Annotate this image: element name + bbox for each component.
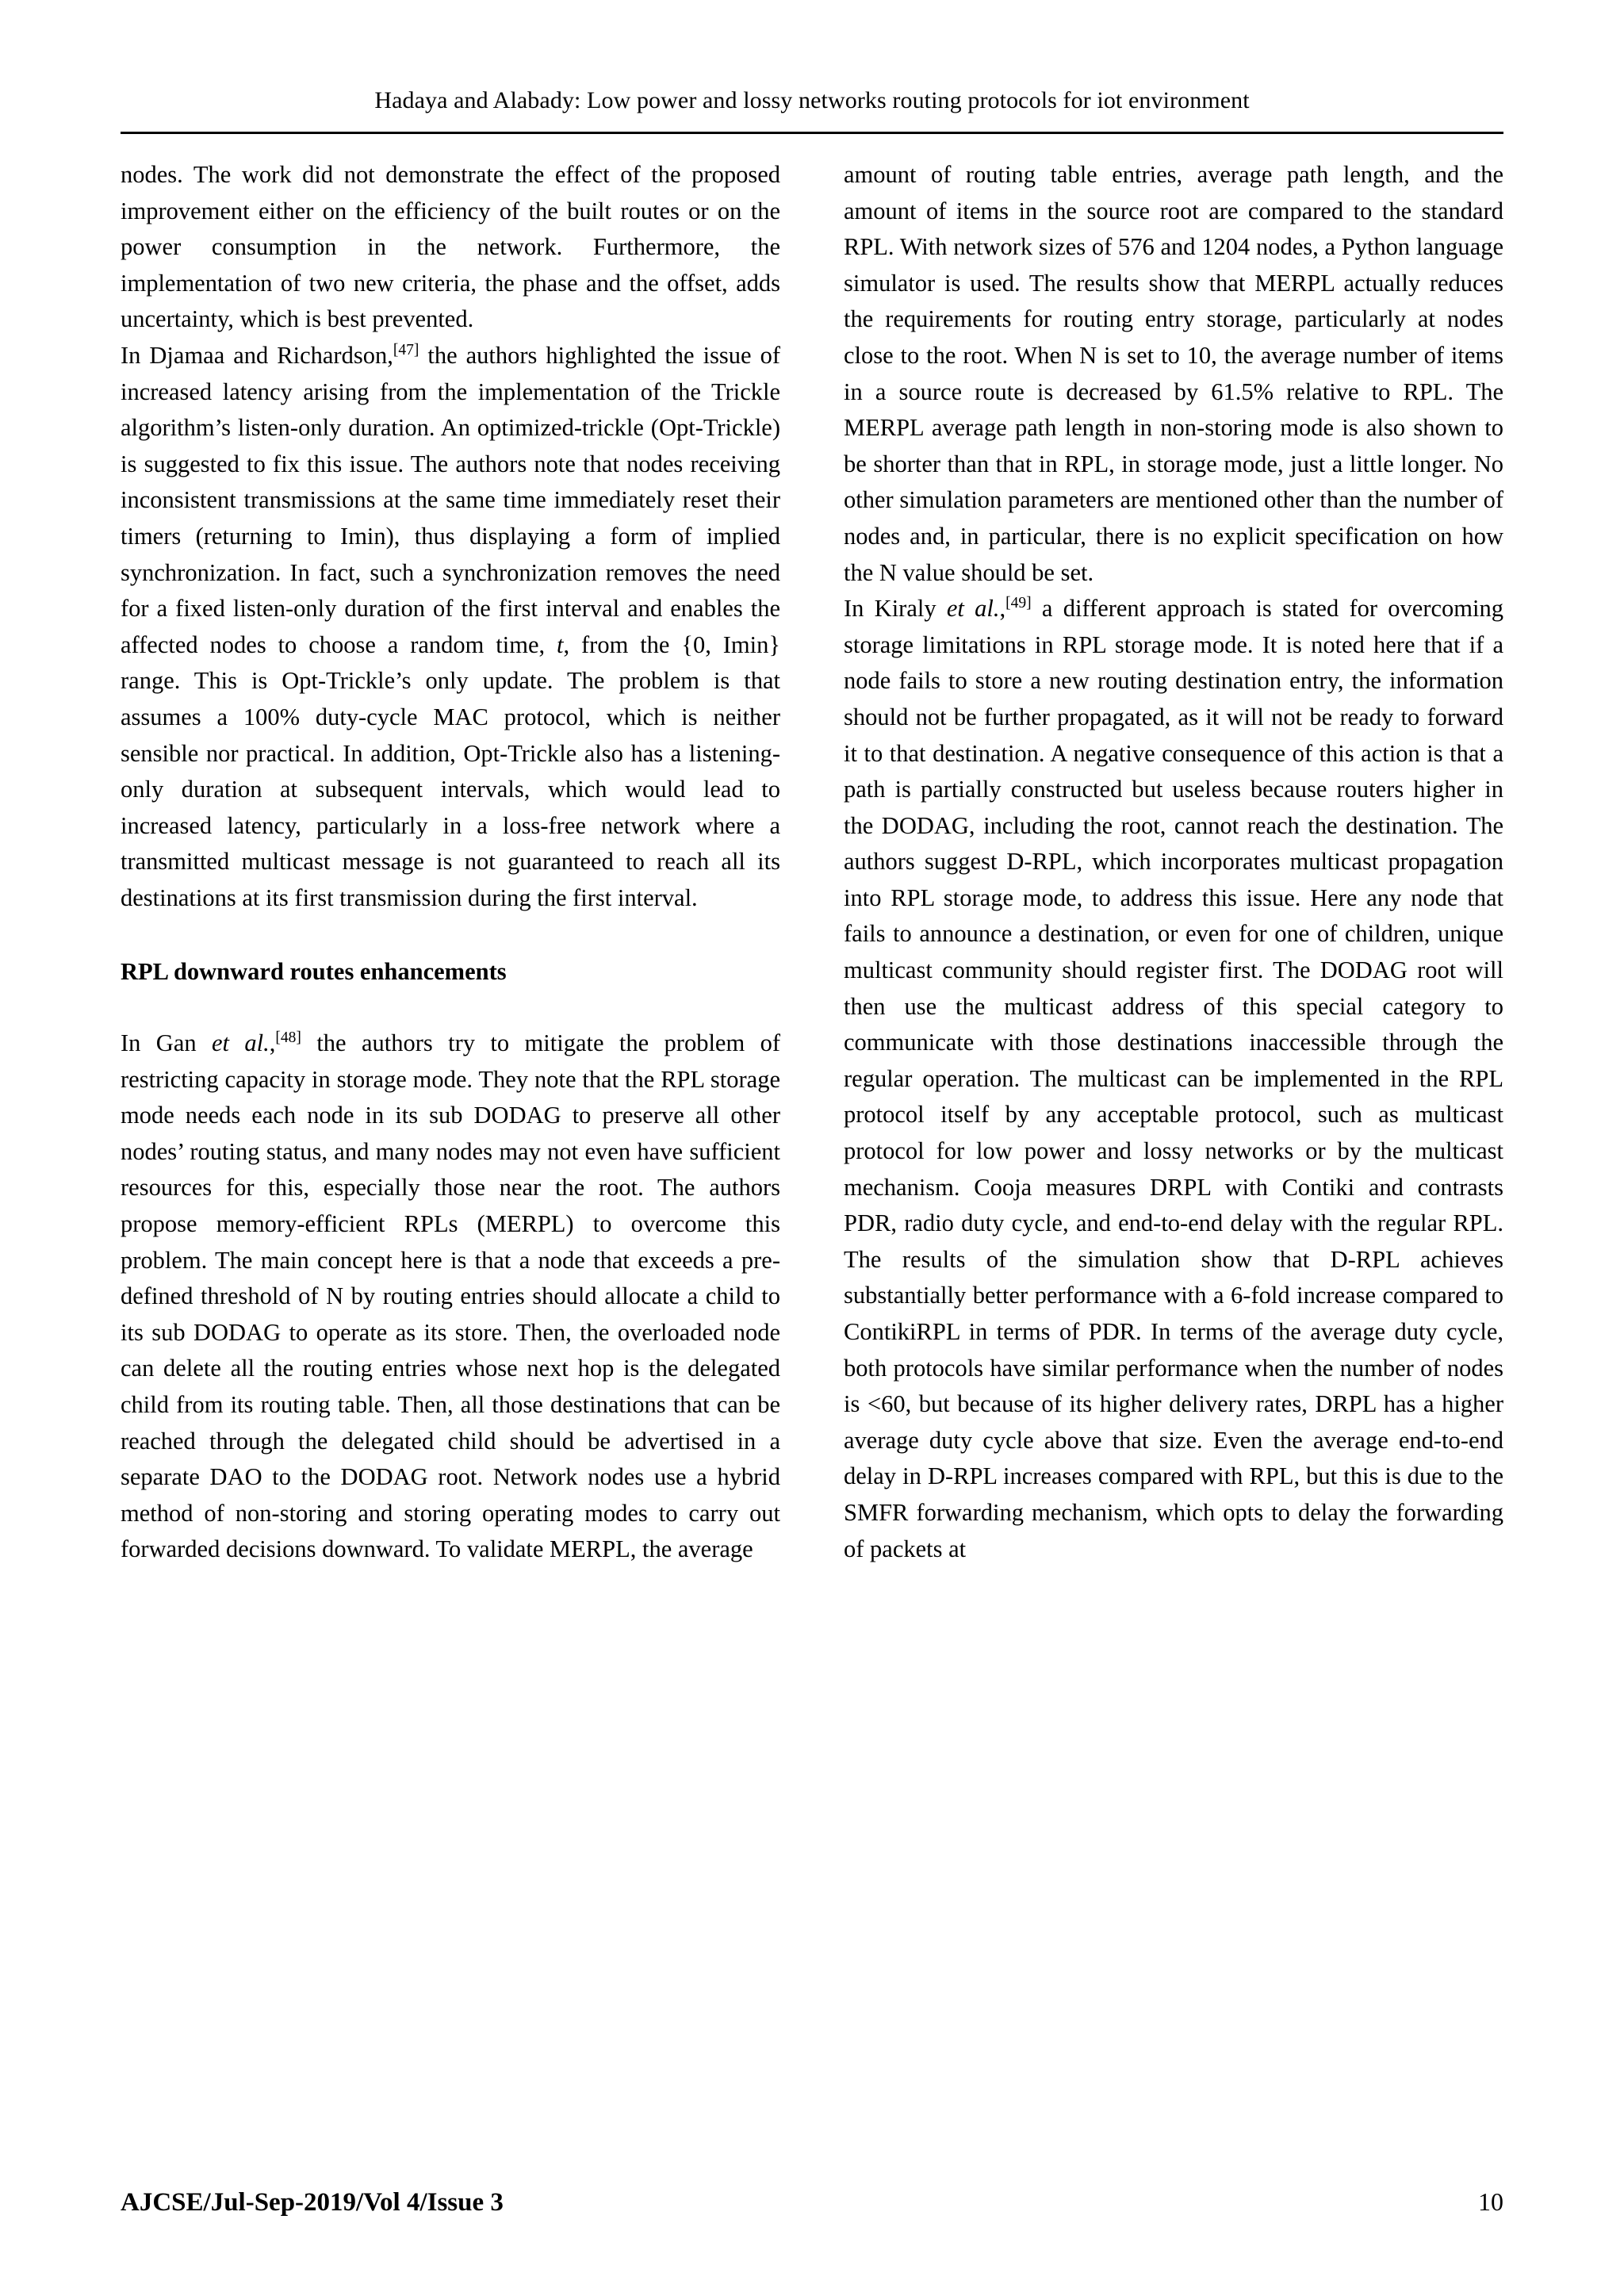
- italic-et-al-kiraly: et al.: [946, 595, 1000, 623]
- paragraph-kiraly-drpl: [844, 591, 1503, 1567]
- paragraph-kiraly-text-pre: In Kiraly: [844, 595, 947, 623]
- page-number: 10: [1478, 2187, 1503, 2216]
- right-column: [844, 157, 1503, 2108]
- citation-ref-49: [49]: [1005, 594, 1032, 611]
- comma-after-et-al-gan: ,: [269, 1029, 276, 1057]
- italic-variable-t: t: [557, 631, 564, 658]
- running-head: Hadaya and Alabady: Low power and lossy networks routing protocols for iot environment: [374, 87, 1250, 113]
- page-footer: [121, 2187, 1503, 2217]
- left-column: [121, 157, 780, 2108]
- italic-et-al-gan: et al.: [212, 1029, 270, 1057]
- citation-ref-48: [48]: [275, 1029, 301, 1046]
- paragraph-djamaa-text-mid: the authors highlighted the issue of increased latency arising from the implementation of the Trickle algorithm’s listen-only duration. An optimized-trickle (Opt-Trickle) is suggested to fix this issue. The authors note that nodes receiving inconsistent transmissions at the same time immediately reset their timers (returning to Imin), thus displaying a form of implied synchronization. In fact, such a synchronization removes the need for a fixed listen-only duration of the first interval and enables the affected nodes to choose a random time,: [121, 341, 780, 658]
- paragraph-djamaa-richardson: [121, 338, 780, 917]
- paragraph-gan-text-post: the authors try to mitigate the problem of restricting capacity in storage mode. They note that the RPL storage mode needs each node in its sub DODAG to preserve all other nodes’ routing status, and many nodes may not even have sufficient resources for this, especially those near the root. The authors propose memory-efficient RPLs (MERPL) to overcome this problem. The main concept here is that a node that exceeds a pre-defined threshold of N by routing entries should allocate a child to its sub DODAG to operate as its store. Then, the overloaded node can delete all the routing entries whose next hop is the delegated child from its routing table. Then, all those destinations that can be reached through the delegated child should be advertised in a separate DAO to the DODAG root. Network nodes use a hybrid method of non-storing and storing operating modes to carry out forwarded decisions downward. To validate MERPL, the average: [121, 1029, 780, 1563]
- two-column-body: [121, 157, 1503, 2108]
- heading-space-below: [121, 991, 780, 1025]
- header-rule: [121, 132, 1503, 134]
- comma-after-et-al-kiraly: ,: [999, 595, 1006, 623]
- heading-space-above: [121, 916, 780, 954]
- paragraph-djamaa-text-pre: In Djamaa and Richardson,: [121, 341, 393, 369]
- paragraph-merpl-results: amount of routing table entries, average path length, and the amount of items in the source root are compared to the standard RPL. With network sizes of 576 and 1204 nodes, a Python language simulator is used. The results show that MERPL actually reduces the requirements for routing entry storage, particularly at nodes close to the root. When N is set to 10, the average number of items in a source route is decreased by 61.5% relative to RPL. The MERPL average path length in non-storing mode is also shown to be shorter than that in RPL, in storage mode, just a little longer. No other simulation parameters are mentioned other than the number of nodes and, in particular, there is no explicit specification on how the N value should be set.: [844, 161, 1503, 586]
- citation-ref-47: [47]: [393, 341, 419, 358]
- journal-issue-reference: AJCSE/Jul-Sep-2019/Vol 4/Issue 3: [121, 2188, 504, 2217]
- paragraph-nodes-work: nodes. The work did not demonstrate the effect of the proposed improvement either on the efficiency of the built routes or on the power consumption in the network. Furthermore, the implementation of two new criteria, the phase and the offset, adds uncertainty, which is best prevented.: [121, 161, 780, 333]
- section-heading-rpl-downward-routes: RPL downward routes enhancements: [121, 958, 507, 986]
- paragraph-djamaa-text-post: , from the {0, Imin} range. This is Opt-Trickle’s only update. The problem is that assumes a 100% duty-cycle MAC protocol, which is neither sensible nor practical. In addition, Opt-Trickle also has a listening-only duration at subsequent intervals, which would lead to increased latency, particularly in a loss-free network where a transmitted multicast message is not guaranteed to reach all its destinations at its first transmission during the first interval.: [121, 631, 781, 911]
- paragraph-gan-text-pre: In Gan: [121, 1029, 213, 1057]
- paragraph-gan-merpl: [121, 1025, 780, 1568]
- paragraph-kiraly-text-post: a different approach is stated for overcoming storage limitations in RPL storage mode. It is noted here that if a node fails to store a new routing destination entry, the information should not be further propagated, as it will not be ready to forward it to that destination. A negative consequence of this action is that a path is partially constructed but useless because routers higher in the DODAG, including the root, cannot reach the destination. The authors suggest D-RPL, which incorporates multicast propagation into RPL storage mode, to address this issue. Here any node that fails to announce a destination, or even for one of children, unique multicast community should register first. The DODAG root will then use the multicast address of this special category to communicate with those destinations inaccessible through the regular operation. The multicast can be implemented in the RPL protocol itself by any acceptable protocol, such as multicast protocol for low power and lossy networks or by the multicast mechanism. Cooja measures DRPL with Contiki and contrasts PDR, radio duty cycle, and end-to-end delay with the regular RPL. The results of the simulation show that D-RPL achieves substantially better performance with a 6-fold increase compared to ContikiRPL in terms of PDR. In terms of the average duty cycle, both protocols have similar performance when the number of nodes is <60, but because of its higher delivery rates, DRPL has a higher average duty cycle above that size. Even the average end-to-end delay in D-RPL increases compared with RPL, but this is due to the SMFR forwarding mechanism, which opts to delay the forwarding of packets at: [844, 595, 1503, 1562]
